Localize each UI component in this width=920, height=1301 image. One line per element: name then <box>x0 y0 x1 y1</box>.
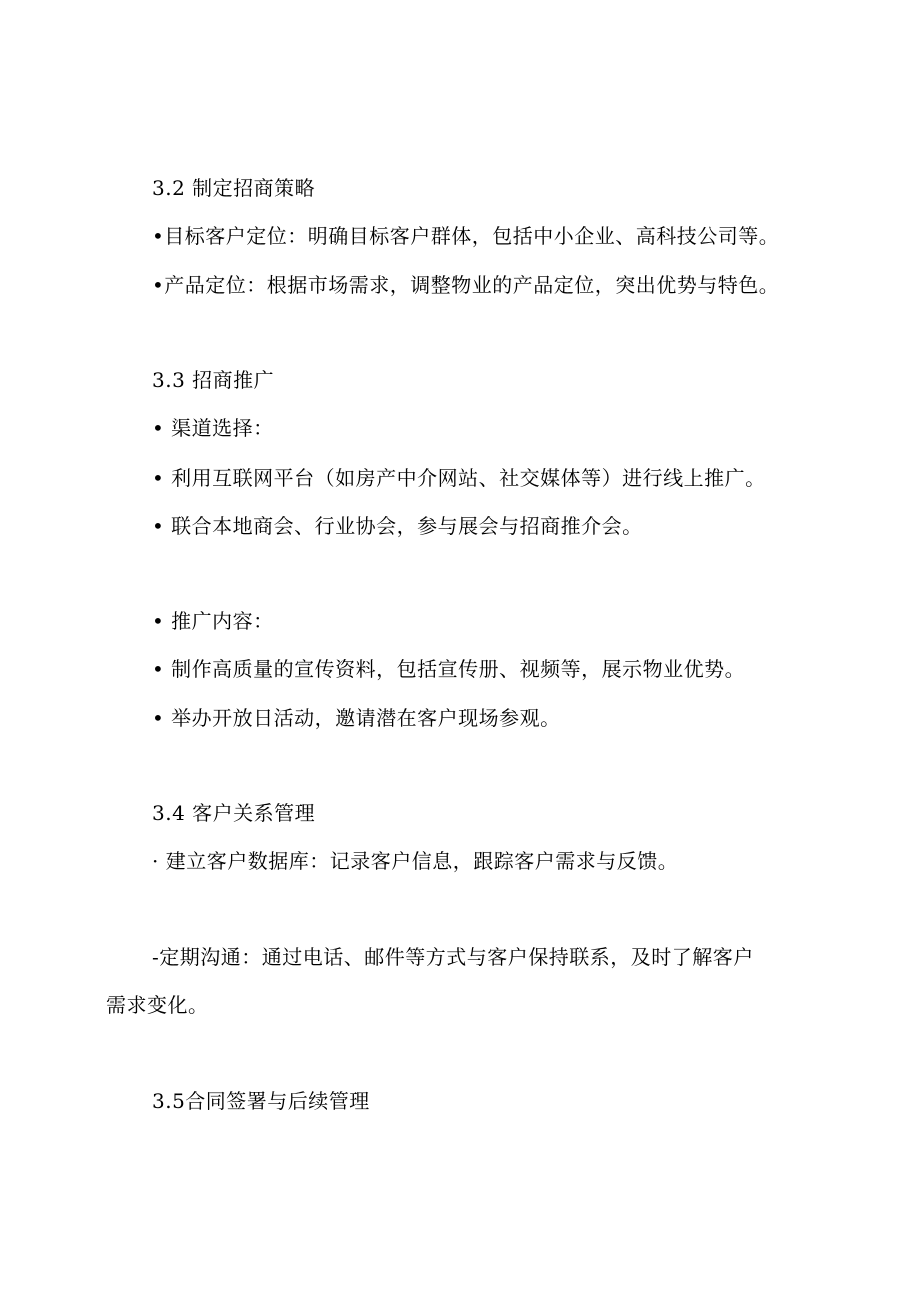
regular-communication-line1: -定期沟通：通过电话、邮件等方式与客户保持联系，及时了解客户 <box>152 945 754 969</box>
promotion-content-label: • 推广内容： <box>152 609 274 633</box>
promo-materials-item: • 制作高质量的宣传资料，包括宣传册、视频等，展示物业优势。 <box>152 657 746 681</box>
section-3-3-heading: 3.3 招商推广 <box>152 368 275 392</box>
section-3-2-heading: 3.2 制定招商策略 <box>152 176 316 200</box>
open-day-item: • 举办开放日活动，邀请潜在客户现场参观。 <box>152 706 561 730</box>
target-customer-item: •目标客户定位：明确目标客户群体，包括中小企业、高科技公司等。 <box>152 224 780 248</box>
section-3-5-heading: 3.5合同签署与后续管理 <box>152 1089 370 1113</box>
channel-selection-label: • 渠道选择： <box>152 416 274 440</box>
online-promotion-item: • 利用互联网平台（如房产中介网站、社交媒体等）进行线上推广。 <box>152 466 766 490</box>
section-3-4-heading: 3.4 客户关系管理 <box>152 801 316 825</box>
regular-communication-line2: 需求变化。 <box>106 993 209 1017</box>
chamber-exhibition-item: • 联合本地商会、行业协会，参与展会与招商推介会。 <box>152 514 643 538</box>
customer-database-item: · 建立客户数据库：记录客户信息，跟踪客户需求与反馈。 <box>152 849 679 873</box>
product-positioning-item: •产品定位：根据市场需求，调整物业的产品定位，突出优势与特色。 <box>152 273 780 297</box>
